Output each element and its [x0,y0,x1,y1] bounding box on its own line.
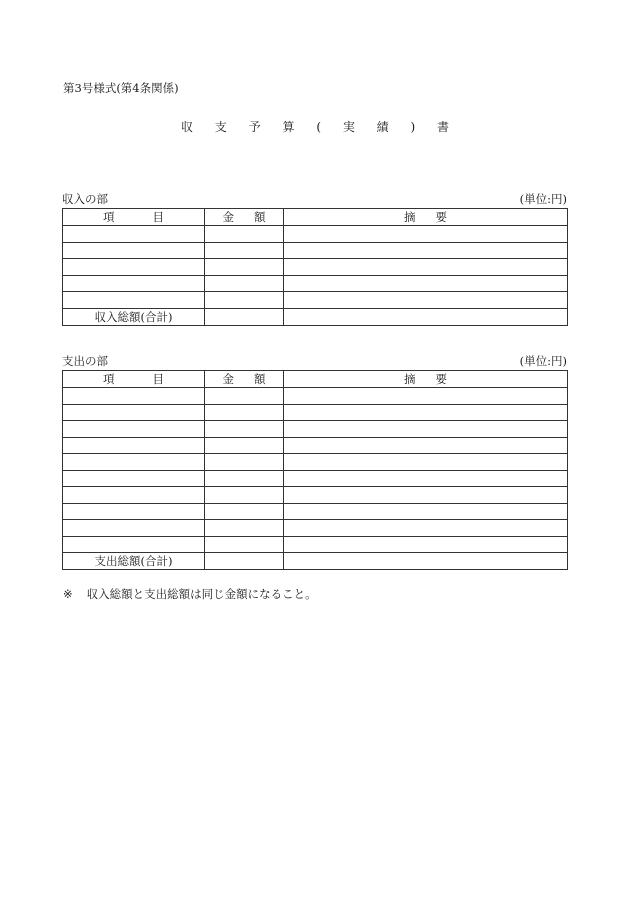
income-total-label: 収入総額(合計) [63,308,205,325]
expense-total-amount[interactable] [205,553,284,570]
item-cell[interactable] [63,259,205,276]
amount-cell[interactable] [205,275,284,292]
income-total-amount[interactable] [205,308,284,325]
expense-unit-label: (単位:円) [519,354,567,368]
item-cell[interactable] [63,242,205,259]
item-cell[interactable] [63,503,205,520]
table-row [63,292,568,309]
summary-cell[interactable] [284,292,568,309]
table-row [63,226,568,243]
amount-cell[interactable] [205,536,284,553]
item-cell[interactable] [63,226,205,243]
income-total-summary[interactable] [284,308,568,325]
summary-cell[interactable] [284,437,568,454]
summary-cell[interactable] [284,470,568,487]
expense-total-row [63,553,568,570]
table-row [63,421,568,438]
amount-cell[interactable] [205,404,284,421]
footnote [63,586,317,602]
table-row [63,388,568,405]
item-cell[interactable] [63,275,205,292]
summary-cell[interactable] [284,275,568,292]
item-cell[interactable] [63,487,205,504]
summary-cell[interactable] [284,536,568,553]
expense-table [62,370,568,570]
table-row [63,242,568,259]
table-row [63,503,568,520]
item-cell[interactable] [63,388,205,405]
amount-cell[interactable] [205,292,284,309]
table-row [63,437,568,454]
item-cell[interactable] [63,470,205,487]
expense-total-label: 支出総額(合計) [63,553,205,570]
table-row [63,454,568,471]
item-cell[interactable] [63,520,205,537]
form-number: 第3号様式(第4条関係) [63,81,179,95]
title-char: ) [410,120,416,134]
income-total-row [63,308,568,325]
header-summary: 摘 要 [284,209,568,226]
expense-total-summary[interactable] [284,553,568,570]
item-cell[interactable] [63,437,205,454]
reference-mark: ※ [63,587,73,601]
item-cell[interactable] [63,536,205,553]
table-row [63,404,568,421]
header-item: 項 目 [63,371,205,388]
title-char: 書 [437,120,450,134]
income-table [62,208,568,326]
title-char: 績 [376,120,389,134]
amount-cell[interactable] [205,242,284,259]
summary-cell[interactable] [284,421,568,438]
header-item: 項 目 [63,209,205,226]
header-summary: 摘 要 [284,371,568,388]
income-section-label: 収入の部 [62,192,108,206]
title-char: 支 [214,120,227,134]
table-row [63,470,568,487]
item-cell[interactable] [63,404,205,421]
document-title [0,118,630,135]
amount-cell[interactable] [205,520,284,537]
summary-cell[interactable] [284,242,568,259]
header-amount: 金 額 [205,371,284,388]
summary-cell[interactable] [284,404,568,421]
amount-cell[interactable] [205,454,284,471]
expense-section-label: 支出の部 [62,354,108,368]
income-section [62,192,567,326]
table-header-row [63,209,568,226]
title-char: 予 [248,120,261,134]
amount-cell[interactable] [205,487,284,504]
table-row [63,275,568,292]
amount-cell[interactable] [205,437,284,454]
table-row [63,487,568,504]
table-header-row [63,371,568,388]
amount-cell[interactable] [205,470,284,487]
title-char: 算 [282,120,295,134]
item-cell[interactable] [63,454,205,471]
table-row [63,259,568,276]
header-amount: 金 額 [205,209,284,226]
table-row [63,536,568,553]
summary-cell[interactable] [284,454,568,471]
summary-cell[interactable] [284,259,568,276]
item-cell[interactable] [63,421,205,438]
amount-cell[interactable] [205,421,284,438]
summary-cell[interactable] [284,388,568,405]
summary-cell[interactable] [284,487,568,504]
table-row [63,520,568,537]
expense-section [62,354,567,570]
summary-cell[interactable] [284,226,568,243]
amount-cell[interactable] [205,226,284,243]
amount-cell[interactable] [205,259,284,276]
amount-cell[interactable] [205,388,284,405]
title-char: ( [316,120,321,134]
amount-cell[interactable] [205,503,284,520]
summary-cell[interactable] [284,520,568,537]
title-char: 実 [342,120,355,134]
income-unit-label: (単位:円) [519,192,567,206]
item-cell[interactable] [63,292,205,309]
title-char: 収 [180,120,193,134]
summary-cell[interactable] [284,503,568,520]
footnote-text: 収入総額と支出総額は同じ金額になること。 [86,587,317,601]
